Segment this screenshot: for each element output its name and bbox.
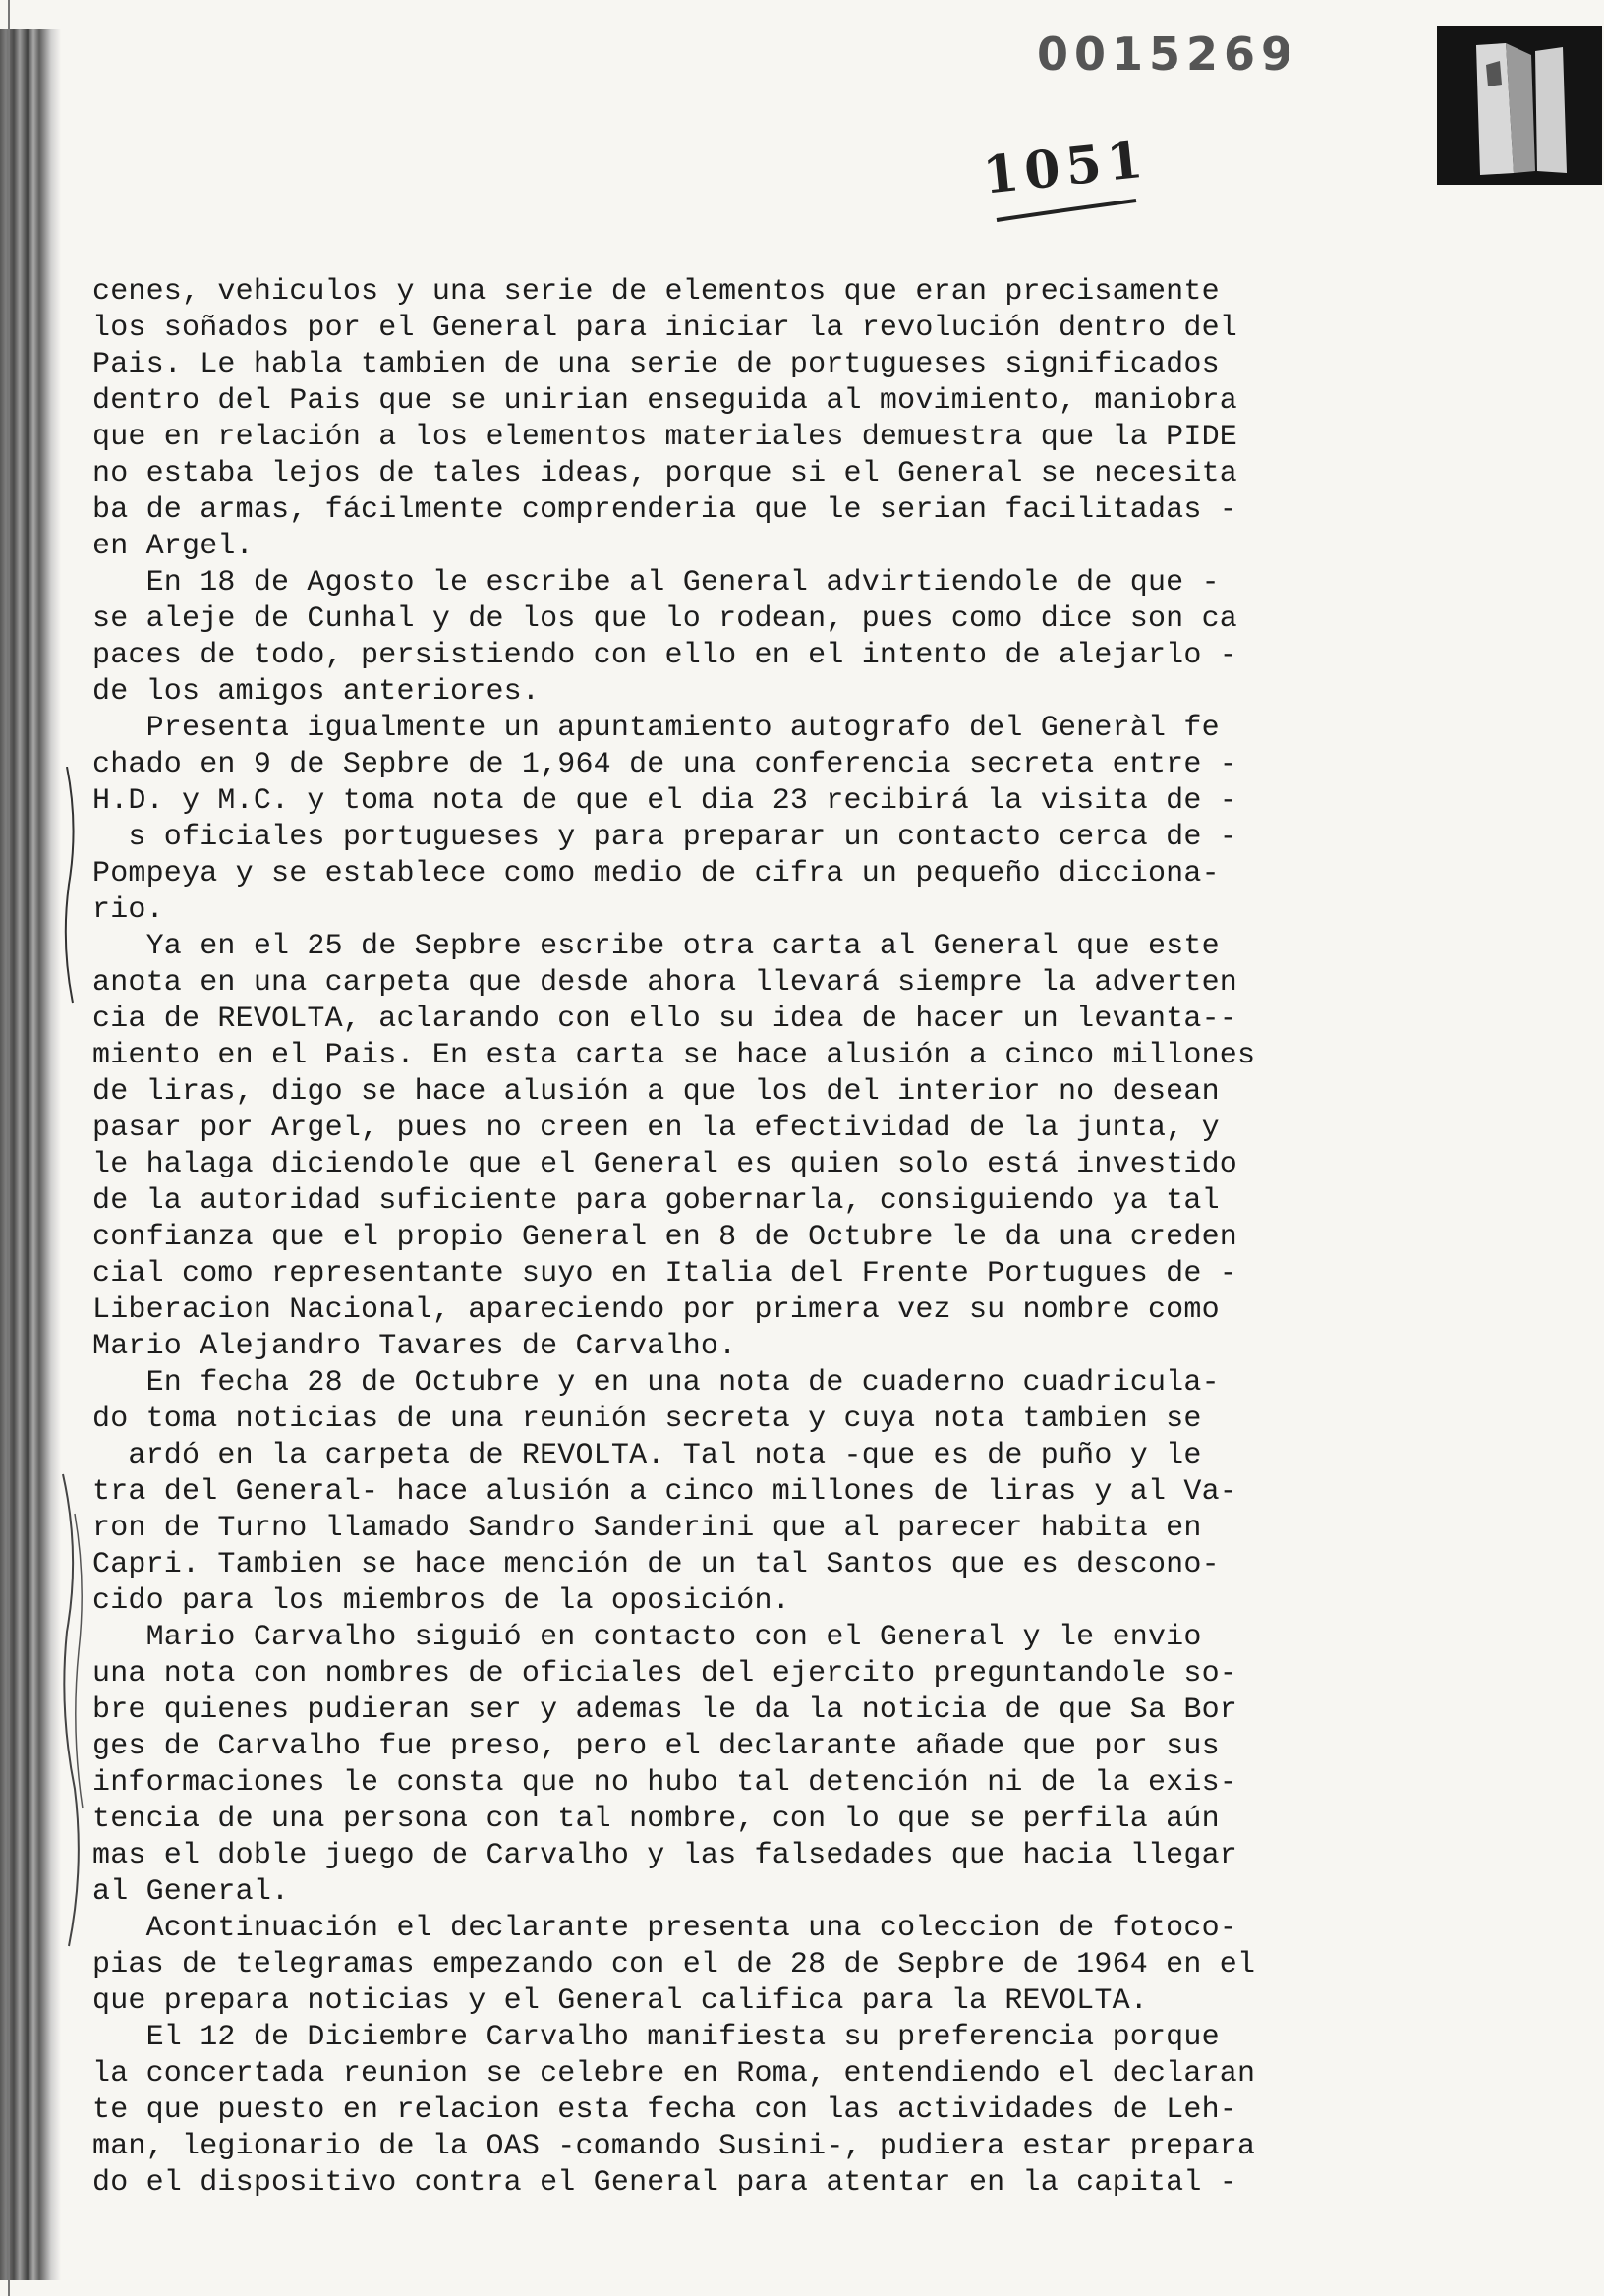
text-line: Acontinuación el declarante presenta una coleccion de fotoco- — [92, 1912, 1237, 1945]
text-line: que prepara noticias y el General califica para la REVOLTA. — [92, 1984, 1148, 2018]
text-line: no estaba lejos de tales ideas, porque si el General se necesita — [92, 457, 1237, 490]
text-line: Presenta igualmente un apuntamiento autografo del Generàl fe — [92, 712, 1220, 745]
corner-figure-graphic — [1437, 26, 1602, 185]
handwritten-folio-number: 1051 — [980, 129, 1152, 206]
text-line: le halaga diciendole que el General es quien solo está investido — [92, 1148, 1237, 1181]
text-line: confianza que el propio General en 8 de Octubre le da una creden — [92, 1221, 1237, 1254]
text-line: te que puesto en relacion esta fecha con las actividades de Leh- — [92, 2094, 1237, 2127]
text-line: ardó en la carpeta de REVOLTA. Tal nota -que es de puño y le — [92, 1439, 1202, 1472]
text-line: Pais. Le habla tambien de una serie de portugueses significados — [92, 348, 1220, 381]
text-line: s oficiales portugueses y para preparar un contacto cerca de - — [92, 821, 1237, 854]
text-line: En 18 de Agosto le escribe al General advirtiendole de que - — [92, 566, 1220, 600]
text-line: los soñados por el General para iniciar la revolución dentro del — [92, 312, 1237, 345]
margin-handwritten-marks — [57, 767, 116, 2005]
margin-marks-graphic — [57, 767, 116, 2005]
text-line: de la autoridad suficiente para gobernarla, consiguiendo ya tal — [92, 1184, 1220, 1218]
text-line: cido para los miembros de la oposición. — [92, 1584, 790, 1618]
text-line: Capri. Tambien se hace mención de un tal Santos que es descono- — [92, 1548, 1220, 1581]
text-line: rio. — [92, 893, 164, 927]
text-line: chado en 9 de Sepbre de 1,964 de una conferencia secreta entre - — [92, 748, 1237, 781]
text-line: se aleje de Cunhal y de los que lo rodean, pues como dice son ca — [92, 603, 1237, 636]
text-line: dentro del Pais que se unirian enseguida al movimiento, maniobra — [92, 384, 1237, 418]
text-line: ges de Carvalho fue preso, pero el declarante añade que por sus — [92, 1730, 1220, 1763]
text-line: Ya en el 25 de Sepbre escribe otra carta al General que este — [92, 930, 1220, 963]
text-line: paces de todo, persistiendo con ello en el intento de alejarlo - — [92, 639, 1237, 672]
text-line: tencia de una persona con tal nombre, con lo que se perfila aún — [92, 1803, 1220, 1836]
text-line: cenes, vehiculos y una serie de elementos que eran precisamente — [92, 275, 1220, 309]
archive-number: 0015269 — [1037, 28, 1299, 81]
corner-image — [1437, 26, 1602, 185]
text-line: informaciones le consta que no hubo tal detención ni de la exis- — [92, 1766, 1237, 1800]
text-line: la concertada reunion se celebre en Roma, entendiendo el declaran — [92, 2057, 1256, 2091]
text-line: que en relación a los elementos materiales demuestra que la PIDE — [92, 421, 1237, 454]
text-line: Pompeya y se establece como medio de cifra un pequeño dicciona- — [92, 857, 1220, 890]
typewritten-body — [92, 274, 1321, 2202]
text-line: anota en una carpeta que desde ahora llevará siempre la adverten — [92, 966, 1237, 1000]
text-line: H.D. y M.C. y toma nota de que el dia 23 recibirá la visita de - — [92, 784, 1237, 818]
text-line: al General. — [92, 1875, 290, 1909]
text-line: cial como representante suyo en Italia del Frente Portugues de - — [92, 1257, 1237, 1291]
text-line: ba de armas, fácilmente comprenderia que le serian facilitadas - — [92, 493, 1237, 527]
text-line: Mario Alejandro Tavares de Carvalho. — [92, 1330, 737, 1363]
folio-underline — [993, 197, 1140, 226]
text-line: Mario Carvalho siguió en contacto con el General y le envio — [92, 1621, 1202, 1654]
scan-edge-line — [8, 0, 10, 2296]
text-line: de liras, digo se hace alusión a que los del interior no desean — [92, 1075, 1220, 1109]
text-line: ron de Turno llamado Sandro Sanderini que al parecer habita en — [92, 1512, 1202, 1545]
text-line: mas el doble juego de Carvalho y las falsedades que hacia llegar — [92, 1839, 1237, 1872]
text-line: do toma noticias de una reunión secreta y cuya nota tambien se — [92, 1403, 1202, 1436]
text-line: de los amigos anteriores. — [92, 675, 541, 709]
text-line: tra del General- hace alusión a cinco millones de liras y al Va- — [92, 1475, 1237, 1509]
text-line: man, legionario de la OAS -comando Susini-, pudiera estar prepara — [92, 2130, 1256, 2163]
text-line: En fecha 28 de Octubre y en una nota de cuaderno cuadricula- — [92, 1366, 1220, 1400]
text-line: pasar por Argel, pues no creen en la efectividad de la junta, y — [92, 1112, 1220, 1145]
text-line: bre quienes pudieran ser y ademas le da la noticia de que Sa Bor — [92, 1693, 1237, 1727]
text-line: una nota con nombres de oficiales del ejercito preguntandole so- — [92, 1657, 1237, 1691]
text-line: El 12 de Diciembre Carvalho manifiesta su preferencia porque — [92, 2021, 1220, 2054]
text-line: cia de REVOLTA, aclarando con ello su idea de hacer un levanta-- — [92, 1003, 1237, 1036]
text-line: pias de telegramas empezando con el de 28 de Sepbre de 1964 en el — [92, 1948, 1256, 1981]
text-line: Liberacion Nacional, apareciendo por primera vez su nombre como — [92, 1293, 1220, 1327]
text-line: en Argel. — [92, 530, 254, 563]
text-line: do el dispositivo contra el General para atentar en la capital - — [92, 2166, 1237, 2200]
text-line: miento en el Pais. En esta carta se hace alusión a cinco millones — [92, 1039, 1256, 1072]
